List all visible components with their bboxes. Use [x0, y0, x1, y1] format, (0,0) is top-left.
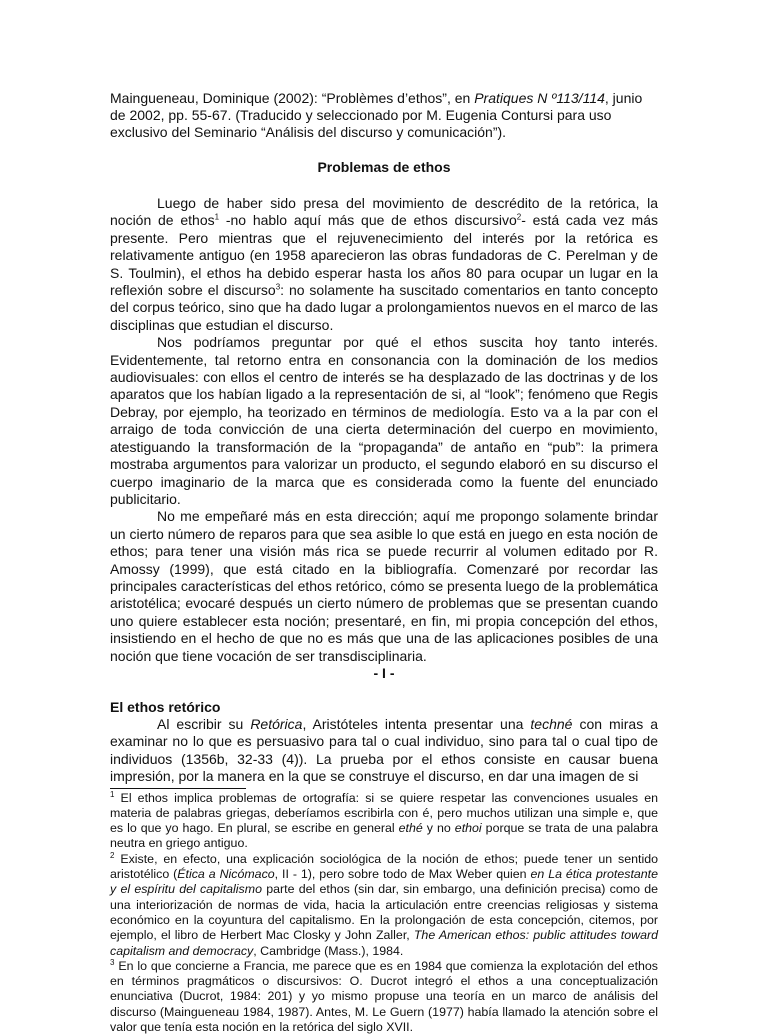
footnote-1-text-b: y no	[422, 821, 455, 836]
footnote-separator	[110, 788, 246, 789]
section-numeral: - I -	[373, 664, 395, 681]
footnote-2-italic-a: Ética a Nicómaco	[177, 867, 275, 882]
citation-text-a: Maingueneau, Dominique (2002): “Problèmes d’ethos”, en	[110, 90, 475, 106]
footnote-ref-3: 3	[275, 282, 281, 292]
footnote-3-text: En lo que concierne a Francia, me parece que es en 1984 que comienza la explotación del ethos en términos pragmáticos o discursivos: O. Ducrot integró el ethos a una conceptualización enunciativa (Ducrot, 1984: 201) y yo mismo propuse una teoría en un marco de análisis del discurso (Maingueneau 1984, 1987). Antes, M. Le Guern (1977) había llamado la atención sobre el valor que tenía esta noción en la retórica del siglo XVII.	[110, 958, 658, 1035]
paragraph-4	[110, 716, 658, 786]
p4-italic-techne: techné	[530, 715, 573, 732]
footnote-3-number: 3	[110, 957, 115, 967]
p1-text-a: Luego de haber sido presa del movimiento de descrédito de la retórica, la noción de ethos	[110, 195, 658, 229]
footnote-2-text-d: , Cambridge (Mass.), 1984.	[253, 943, 404, 958]
footnote-ref-2: 2	[516, 212, 522, 222]
footnote-2-text-a: Existe, en efecto, una explicación sociológica de la noción de ethos; puede tener un sentido aristotélico (	[110, 851, 658, 882]
paragraph-3: No me empeñaré más en esta dirección; aquí me propongo solamente brindar un cierto número de reparos para que sea asible lo que está en juego en esta noción de ethos; para tener una visión más rica se puede recurrir al volumen editado por R. Amossy (1999), que está citado en la bibliografía. Comenzaré por recordar las principales características del ethos retórico, cómo se presenta luego de la problemática aristotélica; evocaré después un cierto número de problemas que se presentan cuando uno quiere establecer esta noción; presentaré, en fin, mi propia concepción del ethos, insistiendo en el hecho de que no es más que una de las aplicaciones posibles de una noción que tiene vocación de ser transdisciplinaria.	[110, 508, 658, 664]
footnote-ref-1: 1	[214, 212, 220, 222]
footnote-2-text-c: parte del ethos (sin dar, sin embargo, una definición precisa) como de una interiorización de normas de vida, hacia la articulación entre creencias religiosas y sistema económico en la coyuntura del capitalismo. En la prolongación de esta concepción, citemos, por ejemplo, el libro de Herbert Mac Closky y John Zaller,	[110, 882, 658, 943]
citation-journal: Pratiques N º113/114	[474, 90, 605, 106]
paragraph-1	[110, 195, 658, 334]
article-title: Problemas de ethos	[317, 159, 451, 175]
bibliographic-citation	[110, 90, 658, 141]
citation-text-b: , junio de 2002, pp. 55-67. (Traducido y seleccionado por M. Eugenia Contursi para uso exclusivo del Seminario “Análisis del discurso y comunicación”).	[110, 90, 643, 140]
p4-italic-retorica: Retórica	[250, 715, 303, 732]
section-heading: El ethos retórico	[110, 698, 221, 715]
footnote-2-italic-b: en La ética protestante y el espíritu del capitalismo	[110, 867, 659, 897]
footnote-1-text-c: porque se trata de una palabra neutra en griego antiguo.	[110, 821, 658, 851]
footnote-1	[110, 791, 658, 852]
p1-text-b: -no hablo aquí más que de ethos discursivo	[219, 212, 517, 229]
footnote-2-italic-c: The American ethos: public attitudes toward capitalism and democracy	[110, 928, 658, 958]
footnote-1-number: 1	[110, 789, 115, 799]
footnote-1-italic-b: ethoi	[454, 821, 482, 836]
p4-text-b: , Aristóteles intenta presentar una	[302, 715, 531, 732]
p1-text-d: : no solamente ha suscitado comentarios en tanto concepto del corpus teórico, sino que ha dado lugar a prolongamientos nuevos en el marco de las disciplinas que estudian el discurso.	[110, 282, 658, 333]
p4-text-a: Al escribir su	[157, 715, 251, 732]
p1-text-c: - está cada vez más presente. Pero mientras que el rejuvenecimiento del interés por la retórica es relativamente antiguo (en 1958 aparecieron las obras fundadoras de C. Perelman y de S. Toulmin), el ethos ha debido esperar hasta los años 80 para ocupar un lugar en la reflexión sobre el discurso	[110, 212, 659, 299]
footnote-1-italic-a: ethé	[398, 821, 423, 836]
paragraph-2: Nos podríamos preguntar por qué el ethos suscita hoy tanto interés. Evidentemente, tal retorno entra en consonancia con la dominación de los medios audiovisuales: con ellos el centro de interés se ha desplazado de las doctrinas y de los aparatos que los habían ligado a la representación de si, al “look”; fenómeno que Regis Debray, por ejemplo, ha teorizado en términos de mediología. Esto va a la par con el arraigo de toda convicción de una cierta determinación del cuerpo en movimiento, atestiguando la transformación de la “propaganda” de antaño en “pub”: la primera mostraba argumentos para valorizar un producto, el segundo elaboró en su discurso el cuerpo imaginario de la marca que es considerada como la fuente del enunciado publicitario.	[110, 334, 658, 507]
p4-text-c: con miras a examinar no lo que es persuasivo para tal o cual individuo, sino para tal o cual tipo de individuos (1356b, 32-33 (4)). La prueba por el ethos consiste en causar buena impresión, por la manera en la que se construye el discurso, en dar una imagen de si	[110, 715, 658, 785]
footnote-1-text-a: El ethos implica problemas de ortografía: si se quiere respetar las convenciones usuales en materia de palabras griegas, deberíamos escribirla con é, pero muchos utilizan una simple e, que es lo que yo hago. En plural, se escribe en general	[110, 790, 658, 836]
footnote-2	[110, 852, 658, 959]
footnote-2-number: 2	[110, 850, 115, 860]
footnote-2-text-b: , II - 1), pero sobre todo de Max Weber quien	[274, 867, 531, 882]
